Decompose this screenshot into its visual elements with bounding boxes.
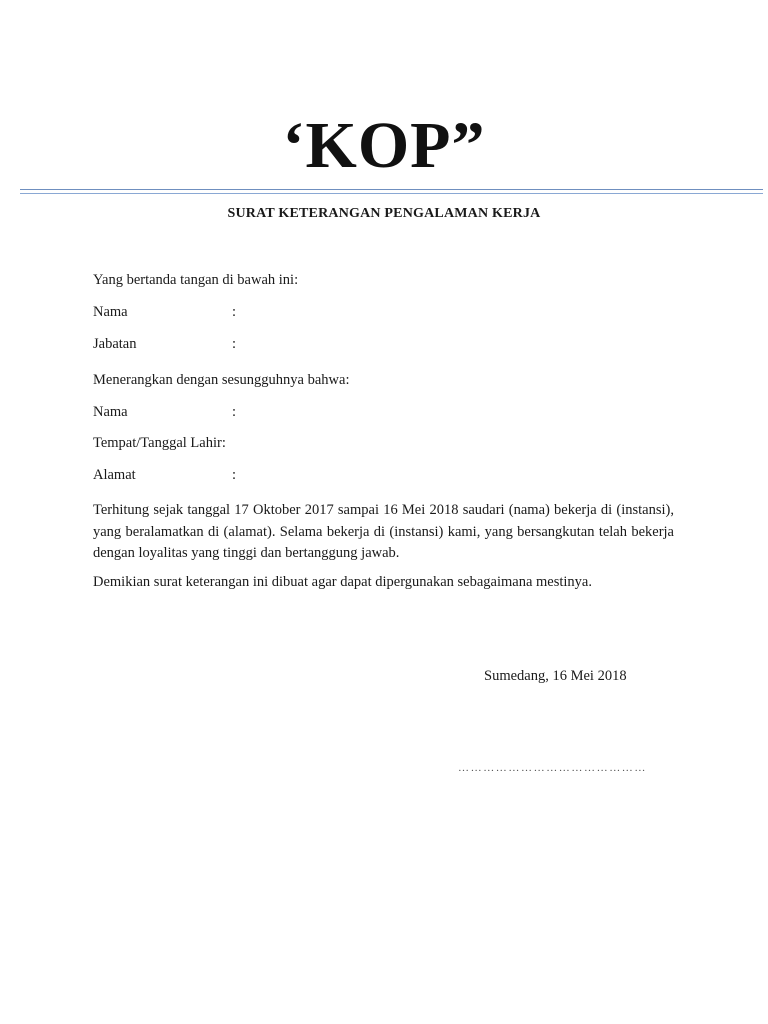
- signer-jabatan-label: Jabatan: [93, 336, 137, 352]
- subject-nama-label: Nama: [93, 404, 128, 420]
- subject-alamat-colon: :: [232, 467, 237, 483]
- letterhead-kop: ‘KOP”: [282, 109, 486, 182]
- subject-alamat-label: Alamat: [93, 467, 136, 483]
- place-date: Sumedang, 16 Mei 2018: [484, 668, 627, 684]
- signer-jabatan-colon: :: [232, 336, 237, 352]
- body-paragraph: Terhitung sejak tanggal 17 Oktober 2017 sampai 16 Mei 2018 saudari (nama) bekerja di (instansi), yang beralamatkan di (alamat). Selama bekerja di (instansi) kami, yang bersangkutan telah bekerja dengan loyalitas yang tinggi dan bertanggung jawab.: [93, 502, 674, 561]
- subject-nama-colon: :: [232, 404, 237, 420]
- subject-ttl-label: Tempat/Tanggal Lahir:: [93, 435, 226, 451]
- closing-text: Demikian surat keterangan ini dibuat agar dapat dipergunakan sebagaimana mestinya.: [93, 574, 592, 590]
- intro-text: Yang bertanda tangan di bawah ini:: [93, 272, 299, 288]
- document-title: SURAT KETERANGAN PENGALAMAN KERJA: [227, 206, 541, 221]
- letterhead-divider-bottom: [20, 193, 763, 194]
- signer-nama-label: Nama: [93, 304, 128, 320]
- statement-text: Menerangkan dengan sesungguhnya bahwa:: [93, 372, 350, 388]
- signer-nama-colon: :: [232, 304, 237, 320]
- signature-line: ………………………………………: [458, 762, 647, 774]
- letterhead-divider-top: [20, 189, 763, 190]
